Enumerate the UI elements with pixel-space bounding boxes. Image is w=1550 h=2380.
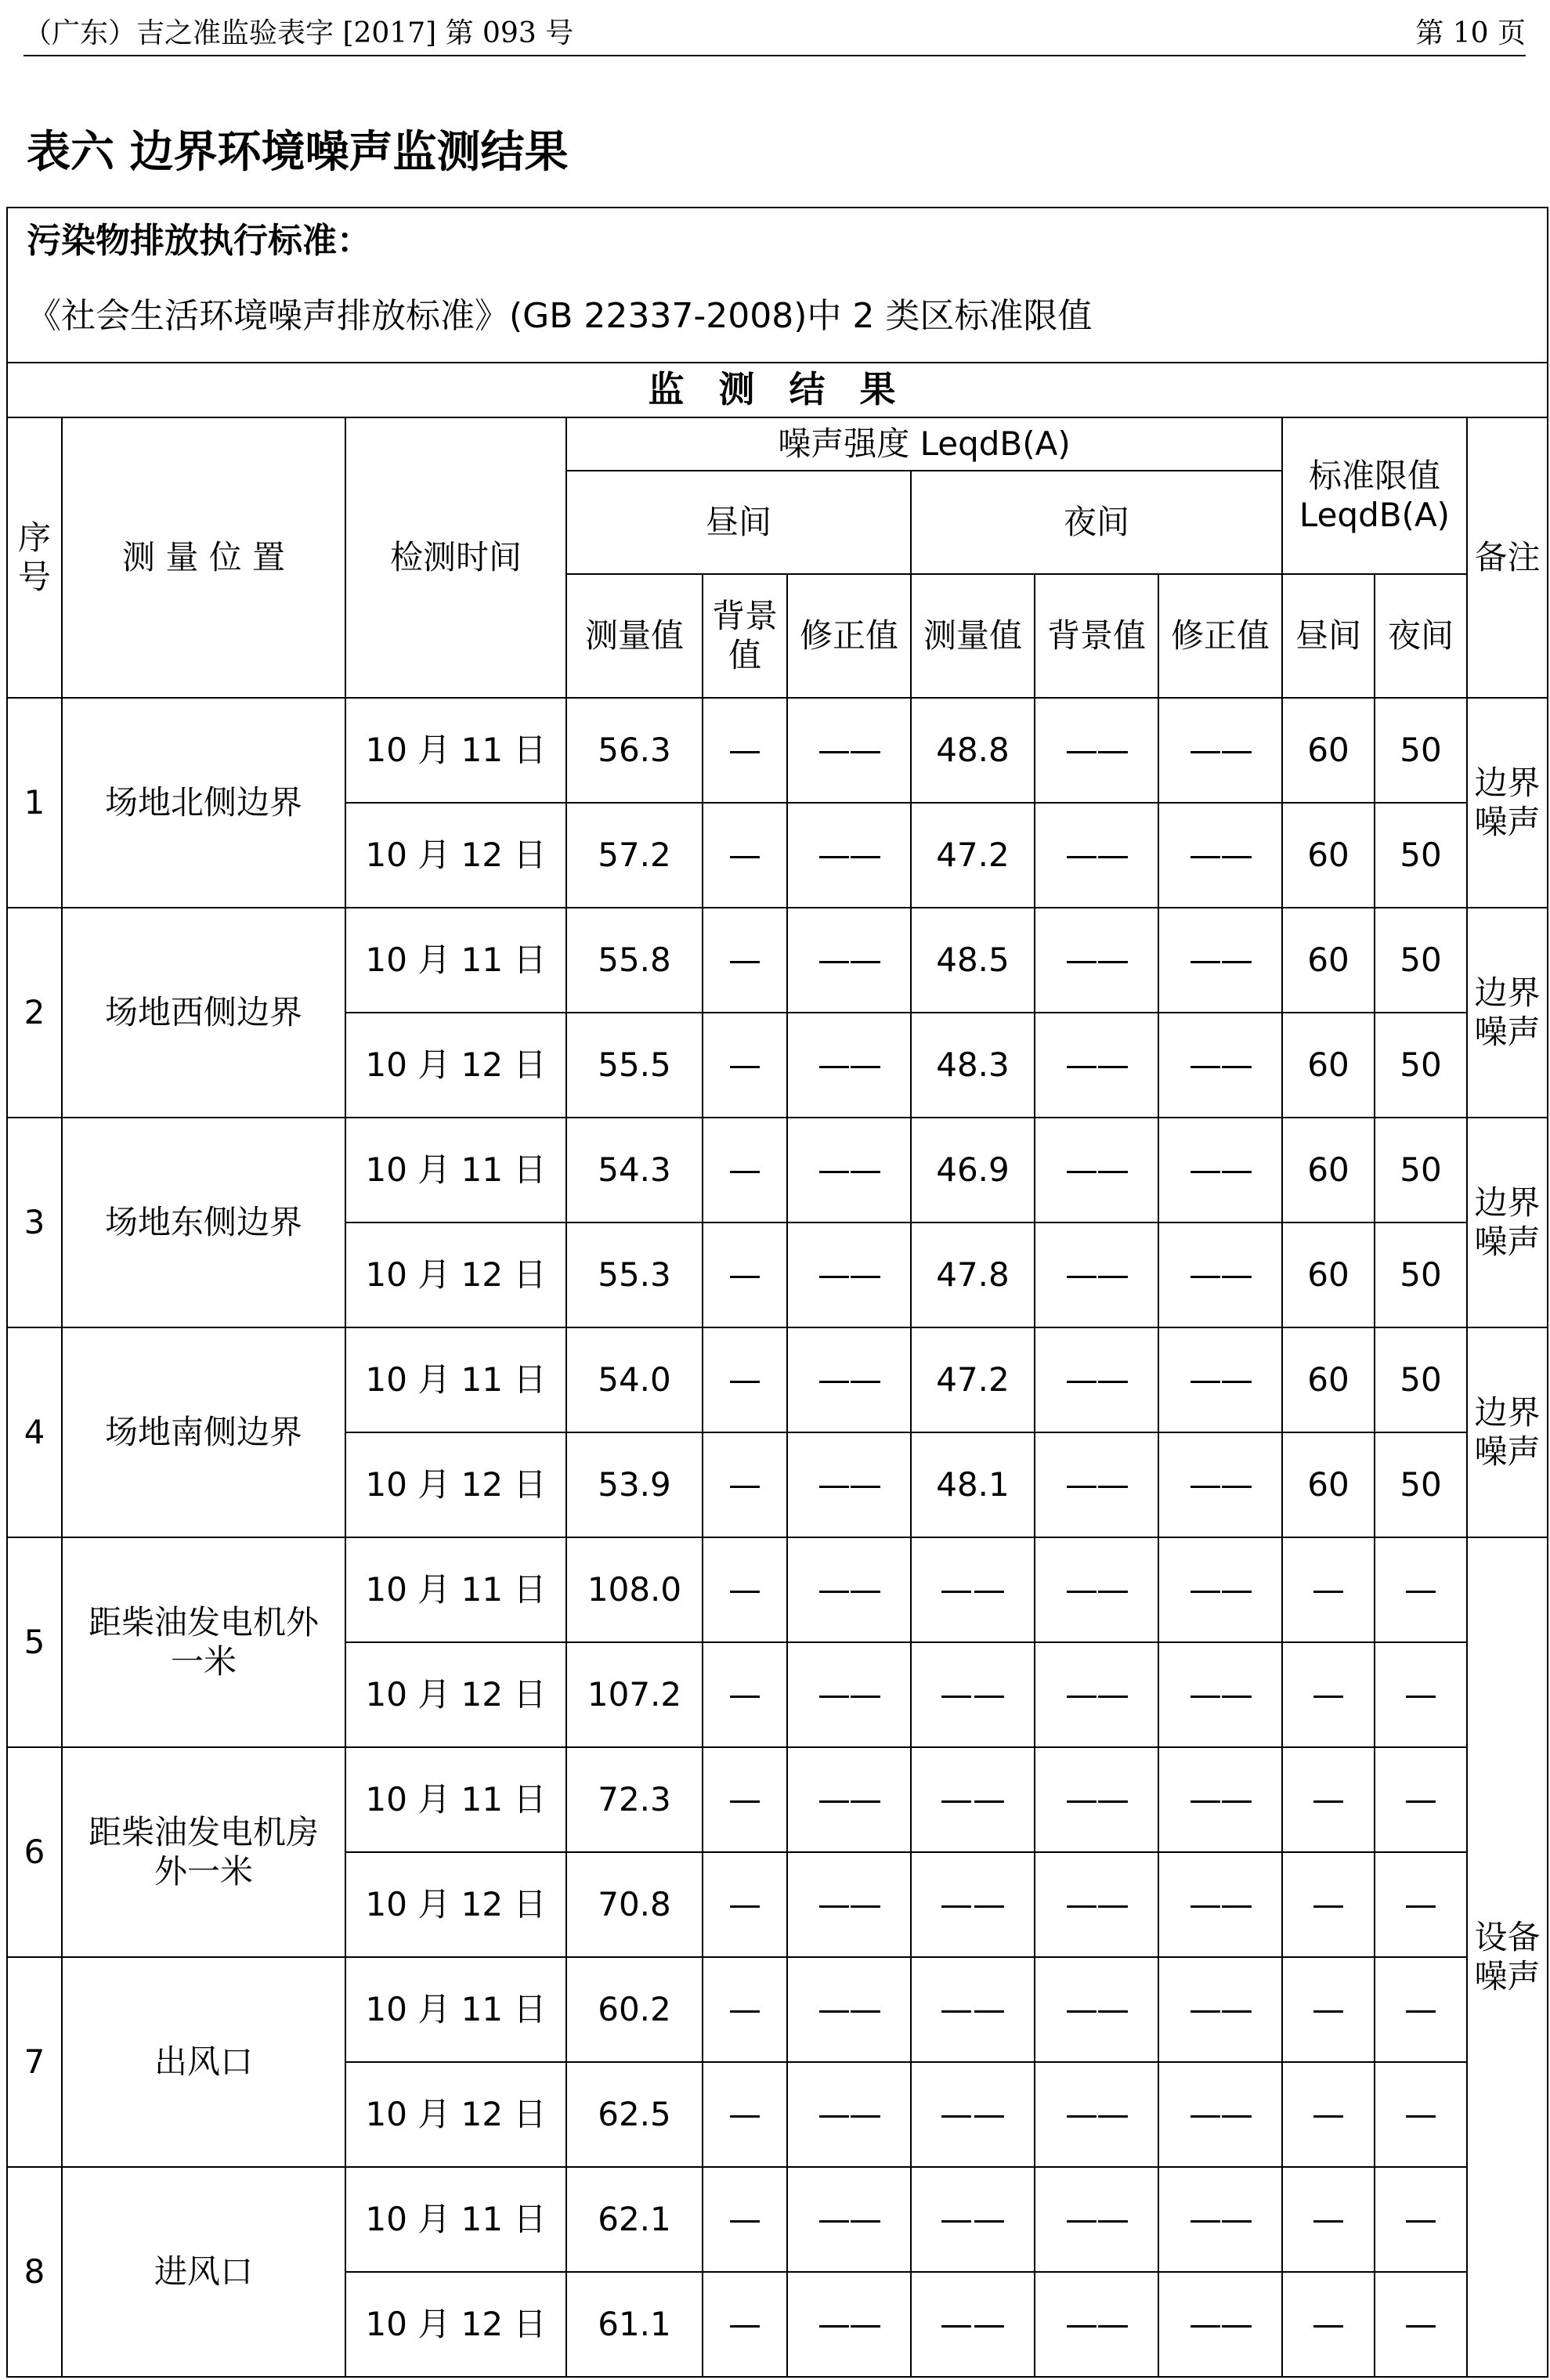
- day-corrected-cell: ——: [787, 1852, 911, 1957]
- night-background-cell: ——: [1035, 1852, 1158, 1957]
- results-title: 监 测 结 果: [7, 363, 1548, 417]
- day-background-cell: —: [703, 1642, 787, 1747]
- day-corrected-cell: ——: [787, 1642, 911, 1747]
- day-background-cell: —: [703, 698, 787, 803]
- limit-day-cell: —: [1282, 1747, 1375, 1852]
- night-measured-cell: ——: [911, 1747, 1035, 1852]
- limit-day-cell: 60: [1282, 1432, 1375, 1537]
- col-night-background: 背景值: [1035, 574, 1158, 698]
- document-number: （广东）吉之准监验表字 [2017] 第 093 号: [23, 17, 574, 49]
- day-background-cell: —: [703, 1327, 787, 1432]
- standard-row: [7, 208, 1548, 363]
- day-corrected-cell: ——: [787, 1747, 911, 1852]
- col-limit-day: 昼间: [1282, 574, 1375, 698]
- night-corrected-cell: ——: [1158, 908, 1282, 1013]
- day-background-cell: —: [703, 908, 787, 1013]
- col-day-corrected: 修正值: [787, 574, 911, 698]
- col-remark-header: 备注: [1467, 417, 1548, 698]
- table-row: [7, 2167, 1548, 2272]
- limit-night-cell: 50: [1375, 1118, 1467, 1223]
- day-background-cell: —: [703, 2062, 787, 2167]
- col-seq-header: 序号: [7, 417, 62, 698]
- col-limit-label: 标准限值: [1308, 456, 1440, 495]
- night-corrected-cell: ——: [1158, 1327, 1282, 1432]
- night-measured-cell: 48.1: [911, 1432, 1035, 1537]
- night-background-cell: ——: [1035, 1013, 1158, 1118]
- day-corrected-cell: ——: [787, 2272, 911, 2377]
- date-cell: 10 月 11 日: [345, 1957, 566, 2062]
- day-background-cell: —: [703, 2167, 787, 2272]
- night-corrected-cell: ——: [1158, 1537, 1282, 1642]
- day-corrected-cell: ——: [787, 2062, 911, 2167]
- night-measured-cell: ——: [911, 2167, 1035, 2272]
- col-night-corrected: 修正值: [1158, 574, 1282, 698]
- location-cell: 场地北侧边界: [62, 698, 345, 908]
- limit-day-cell: —: [1282, 2272, 1375, 2377]
- limit-night-cell: —: [1375, 1537, 1467, 1642]
- limit-day-cell: 60: [1282, 698, 1375, 803]
- night-measured-cell: 48.8: [911, 698, 1035, 803]
- limit-night-cell: 50: [1375, 1327, 1467, 1432]
- date-cell: 10 月 11 日: [345, 1747, 566, 1852]
- night-measured-cell: ——: [911, 1852, 1035, 1957]
- date-cell: 10 月 12 日: [345, 1642, 566, 1747]
- day-measured-cell: 60.2: [566, 1957, 703, 2062]
- limit-day-cell: 60: [1282, 1223, 1375, 1327]
- day-measured-cell: 62.1: [566, 2167, 703, 2272]
- col-limit-header: [1282, 417, 1467, 574]
- seq-cell: 6: [7, 1747, 62, 1957]
- section-title: 表六 边界环境噪声监测结果: [27, 127, 569, 178]
- date-cell: 10 月 12 日: [345, 1852, 566, 1957]
- day-background-cell: —: [703, 1432, 787, 1537]
- standard-cell: [7, 208, 1548, 363]
- date-cell: 10 月 12 日: [345, 2062, 566, 2167]
- table-row: [7, 1747, 1548, 1852]
- night-corrected-cell: ——: [1158, 1223, 1282, 1327]
- night-measured-cell: ——: [911, 1537, 1035, 1642]
- night-background-cell: ——: [1035, 1223, 1158, 1327]
- night-measured-cell: ——: [911, 1957, 1035, 2062]
- col-location-header: 测 量 位 置: [62, 417, 345, 698]
- night-background-cell: ——: [1035, 1537, 1158, 1642]
- day-measured-cell: 53.9: [566, 1432, 703, 1537]
- header-row-1: [7, 417, 1548, 471]
- day-background-cell: —: [703, 1223, 787, 1327]
- table-row: [7, 1957, 1548, 2062]
- night-background-cell: ——: [1035, 1327, 1158, 1432]
- day-corrected-cell: ——: [787, 1957, 911, 2062]
- date-cell: 10 月 11 日: [345, 1118, 566, 1223]
- night-background-cell: ——: [1035, 1642, 1158, 1747]
- limit-night-cell: —: [1375, 2272, 1467, 2377]
- night-measured-cell: 48.5: [911, 908, 1035, 1013]
- page-number: 第 10 页: [1415, 17, 1526, 49]
- night-measured-cell: 47.2: [911, 803, 1035, 908]
- night-background-cell: ——: [1035, 698, 1158, 803]
- date-cell: 10 月 12 日: [345, 2272, 566, 2377]
- limit-night-cell: —: [1375, 1957, 1467, 2062]
- location-cell: 出风口: [62, 1957, 345, 2167]
- day-corrected-cell: ——: [787, 1432, 911, 1537]
- limit-day-cell: —: [1282, 2062, 1375, 2167]
- limit-day-cell: 60: [1282, 1327, 1375, 1432]
- standard-text: 《社会生活环境噪声排放标准》(GB 22337-2008)中 2 类区标准限值: [27, 296, 1093, 336]
- col-day-measured: 测量值: [566, 574, 703, 698]
- date-cell: 10 月 12 日: [345, 1223, 566, 1327]
- limit-day-cell: 60: [1282, 1118, 1375, 1223]
- table-row: [7, 1327, 1548, 1432]
- location-cell: 场地南侧边界: [62, 1327, 345, 1537]
- night-background-cell: ——: [1035, 1118, 1158, 1223]
- day-corrected-cell: ——: [787, 1118, 911, 1223]
- night-corrected-cell: ——: [1158, 698, 1282, 803]
- remark-cell: 设备噪声: [1467, 1537, 1548, 2377]
- night-background-cell: ——: [1035, 1432, 1158, 1537]
- night-corrected-cell: ——: [1158, 2272, 1282, 2377]
- date-cell: 10 月 11 日: [345, 1327, 566, 1432]
- remark-cell: 边界噪声: [1467, 908, 1548, 1118]
- day-measured-cell: 54.3: [566, 1118, 703, 1223]
- day-measured-cell: 61.1: [566, 2272, 703, 2377]
- day-measured-cell: 62.5: [566, 2062, 703, 2167]
- night-corrected-cell: ——: [1158, 1957, 1282, 2062]
- day-corrected-cell: ——: [787, 1013, 911, 1118]
- day-background-cell: —: [703, 1013, 787, 1118]
- limit-night-cell: —: [1375, 2167, 1467, 2272]
- col-time-header: 检测时间: [345, 417, 566, 698]
- limit-night-cell: 50: [1375, 698, 1467, 803]
- table-row: [7, 1118, 1548, 1223]
- date-cell: 10 月 11 日: [345, 908, 566, 1013]
- night-background-cell: ——: [1035, 1747, 1158, 1852]
- location-cell: 场地东侧边界: [62, 1118, 345, 1327]
- date-cell: 10 月 12 日: [345, 803, 566, 908]
- day-corrected-cell: ——: [787, 908, 911, 1013]
- day-corrected-cell: ——: [787, 1327, 911, 1432]
- remark-cell: 边界噪声: [1467, 698, 1548, 908]
- seq-cell: 8: [7, 2167, 62, 2377]
- night-corrected-cell: ——: [1158, 1118, 1282, 1223]
- col-day-header: 昼间: [566, 471, 911, 574]
- col-night-measured: 测量值: [911, 574, 1035, 698]
- day-background-cell: —: [703, 1118, 787, 1223]
- day-measured-cell: 70.8: [566, 1852, 703, 1957]
- table-row: [7, 698, 1548, 803]
- date-cell: 10 月 11 日: [345, 698, 566, 803]
- day-background-cell: —: [703, 1852, 787, 1957]
- night-corrected-cell: ——: [1158, 2062, 1282, 2167]
- limit-night-cell: 50: [1375, 1013, 1467, 1118]
- night-measured-cell: 46.9: [911, 1118, 1035, 1223]
- day-measured-cell: 55.3: [566, 1223, 703, 1327]
- limit-night-cell: —: [1375, 2062, 1467, 2167]
- location-cell: 场地西侧边界: [62, 908, 345, 1118]
- day-measured-cell: 56.3: [566, 698, 703, 803]
- col-night-header: 夜间: [911, 471, 1282, 574]
- day-corrected-cell: ——: [787, 698, 911, 803]
- col-day-background: 背景值: [703, 574, 787, 698]
- day-background-cell: —: [703, 1537, 787, 1642]
- limit-night-cell: 50: [1375, 908, 1467, 1013]
- day-background-cell: —: [703, 2272, 787, 2377]
- day-measured-cell: 107.2: [566, 1642, 703, 1747]
- night-measured-cell: ——: [911, 2272, 1035, 2377]
- limit-night-cell: 50: [1375, 1223, 1467, 1327]
- seq-cell: 1: [7, 698, 62, 908]
- limit-day-cell: —: [1282, 1852, 1375, 1957]
- limit-day-cell: 60: [1282, 1013, 1375, 1118]
- seq-cell: 7: [7, 1957, 62, 2167]
- seq-cell: 4: [7, 1327, 62, 1537]
- day-corrected-cell: ——: [787, 803, 911, 908]
- day-measured-cell: 108.0: [566, 1537, 703, 1642]
- day-measured-cell: 55.5: [566, 1013, 703, 1118]
- day-corrected-cell: ——: [787, 2167, 911, 2272]
- night-measured-cell: ——: [911, 1642, 1035, 1747]
- limit-night-cell: 50: [1375, 803, 1467, 908]
- limit-day-cell: —: [1282, 1537, 1375, 1642]
- day-measured-cell: 54.0: [566, 1327, 703, 1432]
- table-row: [7, 1537, 1548, 1642]
- limit-night-cell: —: [1375, 1642, 1467, 1747]
- night-corrected-cell: ——: [1158, 1432, 1282, 1537]
- seq-cell: 3: [7, 1118, 62, 1327]
- night-background-cell: ——: [1035, 803, 1158, 908]
- night-background-cell: ——: [1035, 1957, 1158, 2062]
- day-measured-cell: 57.2: [566, 803, 703, 908]
- limit-night-cell: —: [1375, 1747, 1467, 1852]
- night-corrected-cell: ——: [1158, 1013, 1282, 1118]
- night-corrected-cell: ——: [1158, 1642, 1282, 1747]
- col-limit-unit: LeqdB(A): [1299, 496, 1451, 534]
- day-measured-cell: 72.3: [566, 1747, 703, 1852]
- limit-night-cell: 50: [1375, 1432, 1467, 1537]
- night-background-cell: ——: [1035, 2272, 1158, 2377]
- limit-day-cell: —: [1282, 1642, 1375, 1747]
- night-measured-cell: 47.2: [911, 1327, 1035, 1432]
- limit-day-cell: —: [1282, 1957, 1375, 2062]
- remark-cell: 边界噪声: [1467, 1118, 1548, 1327]
- day-background-cell: —: [703, 1957, 787, 2062]
- col-noise-header: 噪声强度 LeqdB(A): [566, 417, 1282, 471]
- date-cell: 10 月 11 日: [345, 1537, 566, 1642]
- day-background-cell: —: [703, 1747, 787, 1852]
- day-background-cell: —: [703, 803, 787, 908]
- seq-cell: 2: [7, 908, 62, 1118]
- night-measured-cell: 47.8: [911, 1223, 1035, 1327]
- limit-day-cell: 60: [1282, 908, 1375, 1013]
- limit-day-cell: 60: [1282, 803, 1375, 908]
- night-background-cell: ——: [1035, 2167, 1158, 2272]
- day-corrected-cell: ——: [787, 1537, 911, 1642]
- results-title-row: [7, 363, 1548, 417]
- location-cell: 进风口: [62, 2167, 345, 2377]
- limit-day-cell: —: [1282, 2167, 1375, 2272]
- location-cell: 距柴油发电机外一米: [62, 1537, 345, 1747]
- table-row: [7, 908, 1548, 1013]
- date-cell: 10 月 12 日: [345, 1013, 566, 1118]
- night-corrected-cell: ——: [1158, 2167, 1282, 2272]
- noise-results-table: [6, 207, 1548, 2378]
- night-background-cell: ——: [1035, 2062, 1158, 2167]
- page-header: [23, 9, 1526, 56]
- night-measured-cell: ——: [911, 2062, 1035, 2167]
- date-cell: 10 月 12 日: [345, 1432, 566, 1537]
- location-cell: 距柴油发电机房外一米: [62, 1747, 345, 1957]
- standard-label: 污染物排放执行标准：: [27, 221, 371, 261]
- day-measured-cell: 55.8: [566, 908, 703, 1013]
- remark-cell: 边界噪声: [1467, 1327, 1548, 1537]
- night-corrected-cell: ——: [1158, 803, 1282, 908]
- night-corrected-cell: ——: [1158, 1852, 1282, 1957]
- night-corrected-cell: ——: [1158, 1747, 1282, 1852]
- col-limit-night: 夜间: [1375, 574, 1467, 698]
- seq-cell: 5: [7, 1537, 62, 1747]
- day-corrected-cell: ——: [787, 1223, 911, 1327]
- date-cell: 10 月 11 日: [345, 2167, 566, 2272]
- night-measured-cell: 48.3: [911, 1013, 1035, 1118]
- night-background-cell: ——: [1035, 908, 1158, 1013]
- limit-night-cell: —: [1375, 1852, 1467, 1957]
